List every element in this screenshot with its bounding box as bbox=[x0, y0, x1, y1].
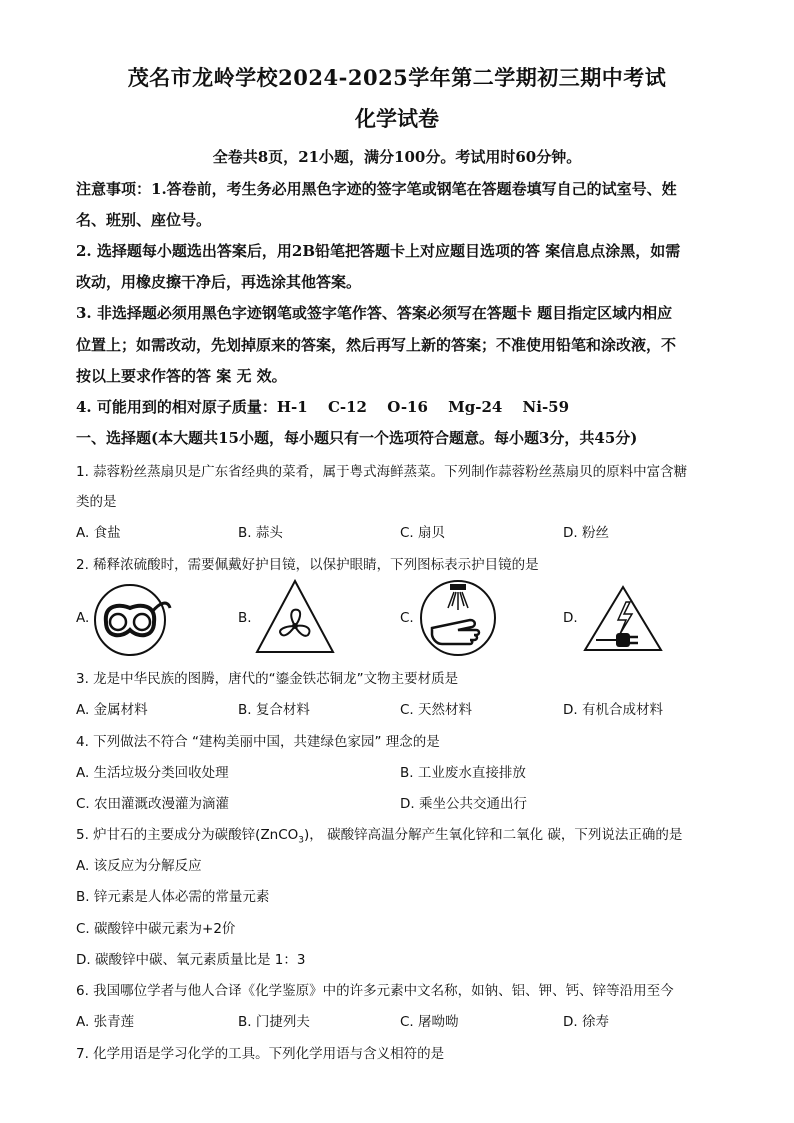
exam-info: 全卷共8页，21小题，满分100分。考试用时60分钟。 bbox=[212, 148, 582, 166]
note-3a: 3. 非选择题必须用黑色字迹钢笔或签字笔作答、答案必须写在答题卡 题目指定区域内相应 bbox=[76, 304, 673, 322]
note-2a: 2. 选择题每小题选出答案后，用2B铅笔把答题卡上对应题目选项的答 案信息点涂黑，如需 bbox=[76, 242, 681, 260]
q6-option-c: C. 屠呦呦 bbox=[400, 1014, 459, 1030]
fan-warning-icon bbox=[254, 578, 336, 656]
note-4: 4. 可能用到的相对原子质量：H-1 C-12 O-16 Mg-24 Ni-59 bbox=[76, 398, 570, 416]
q6-option-a: A. 张青莲 bbox=[76, 1014, 135, 1030]
note-1a: 注意事项：1.答卷前，考生务必用黑色字迹的签字笔或钢笔在答题卷填写自己的试室号、姓 bbox=[76, 180, 677, 198]
q5-stem-post: )， 碳酸锌高温分解产生氧化锌和二氧化 碳，下列说法正确的是 bbox=[304, 827, 683, 843]
q5-stem-pre: 5. 炉甘石的主要成分为碳酸锌(ZnCO bbox=[76, 827, 299, 843]
q1-option-b: B. 蒜头 bbox=[238, 525, 283, 541]
hand-wash-icon bbox=[418, 578, 498, 658]
question-1-stem: 1. 蒜蓉粉丝蒸扇贝是广东省经典的菜肴，属于粤式海鲜蒸菜。下列制作蒜蓉粉丝蒸扇贝的原料中富含糖 bbox=[76, 464, 688, 480]
q5-option-c: C. 碳酸锌中碳元素为+2价 bbox=[76, 921, 236, 937]
question-1-stem-cont: 类的是 bbox=[76, 494, 117, 510]
q5-option-b: B. 锌元素是人体必需的常量元素 bbox=[76, 889, 270, 905]
q3-option-d: D. 有机合成材料 bbox=[563, 702, 663, 718]
q6-option-b: B. 门捷列夫 bbox=[238, 1014, 310, 1030]
section-1-heading: 一、选择题(本大题共15小题，每小题只有一个选项符合题意。每小题3分，共45分) bbox=[76, 429, 638, 447]
q2-option-c: C. bbox=[400, 610, 414, 626]
q3-option-c: C. 天然材料 bbox=[400, 702, 473, 718]
exam-subtitle: 化学试卷 bbox=[355, 106, 439, 131]
q5-option-d: D. 碳酸锌中碳、氧元素质量比是 1：3 bbox=[76, 952, 306, 968]
q4-option-a: A. 生活垃圾分类回收处理 bbox=[76, 765, 229, 781]
note-3c: 按以上要求作答的答 案 无 效。 bbox=[76, 367, 287, 385]
q1-option-a: A. 食盐 bbox=[76, 525, 121, 541]
q4-option-b: B. 工业废水直接排放 bbox=[400, 765, 526, 781]
q1-option-d: D. 粉丝 bbox=[563, 525, 609, 541]
q2-option-a: A. bbox=[76, 610, 90, 626]
question-5-stem bbox=[76, 823, 726, 846]
q3-option-b: B. 复合材料 bbox=[238, 702, 310, 718]
q5-stem-subscript: 3 bbox=[298, 835, 305, 846]
q1-option-c: C. 扇贝 bbox=[400, 525, 446, 541]
q4-option-d: D. 乘坐公共交通出行 bbox=[400, 796, 527, 812]
q2-option-b: B. bbox=[238, 610, 252, 626]
note-2b: 改动，用橡皮擦干净后，再选涂其他答案。 bbox=[76, 273, 362, 291]
q2-option-d: D. bbox=[563, 610, 578, 626]
q3-option-a: A. 金属材料 bbox=[76, 702, 148, 718]
note-3b: 位置上；如需改动，先划掉原来的答案，然后再写上新的答案；不准使用铅笔和涂改液，不 bbox=[76, 336, 677, 354]
question-7-stem: 7. 化学用语是学习化学的工具。下列化学用语与含义相符的是 bbox=[76, 1046, 445, 1062]
note-1b: 名、班别、座位号。 bbox=[76, 211, 212, 229]
q6-option-d: D. 徐寿 bbox=[563, 1014, 609, 1030]
q4-option-c: C. 农田灌溉改漫灌为滴灌 bbox=[76, 796, 230, 812]
q5-option-a: A. 该反应为分解反应 bbox=[76, 858, 202, 874]
exam-title: 茂名市龙岭学校2024-2025学年第二学期初三期中考试 bbox=[127, 65, 667, 90]
electric-warning-icon bbox=[582, 584, 664, 654]
goggles-icon bbox=[92, 582, 172, 658]
question-3-stem: 3. 龙是中华民族的图腾，唐代的“鎏金铁芯铜龙”文物主要材质是 bbox=[76, 671, 459, 687]
question-2-stem: 2. 稀释浓硫酸时，需要佩戴好护目镜，以保护眼睛，下列图标表示护目镜的是 bbox=[76, 557, 539, 573]
question-4-stem: 4. 下列做法不符合 “建构美丽中国，共建绿色家园” 理念的是 bbox=[76, 734, 440, 750]
question-6-stem: 6. 我国哪位学者与他人合译《化学鉴原》中的许多元素中文名称，如钠、铝、钾、钙、锌等沿用至今 bbox=[76, 983, 674, 999]
